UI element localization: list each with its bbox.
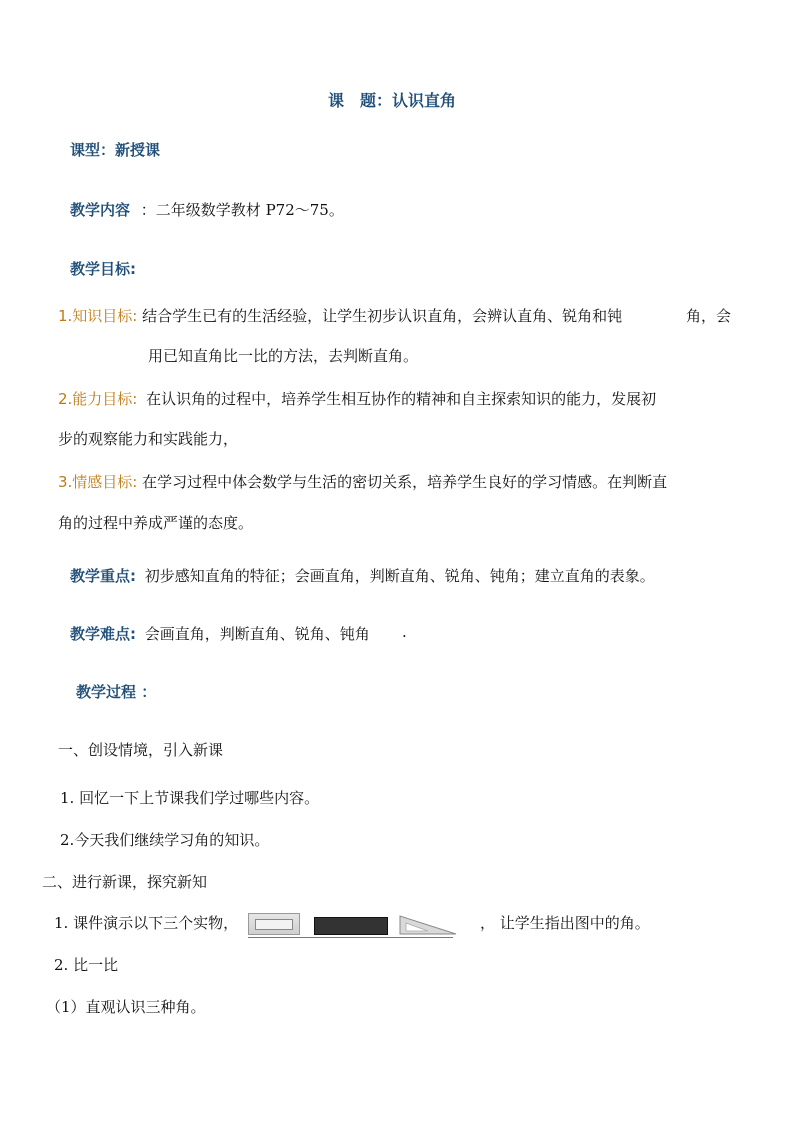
goal-knowledge-tail: 角，会 [686, 307, 732, 325]
section-2-item-1-prefix: 1. 课件演示以下三个实物， [54, 914, 239, 932]
key-point [70, 565, 655, 586]
goal-ability-label: 2.能力目标: [58, 390, 138, 408]
process-heading: 教学过程 ： [76, 683, 157, 701]
section-1-item-2: 2.今天我们继续学习角的知识。 [60, 831, 270, 849]
teaching-content [70, 199, 344, 220]
goal-knowledge [58, 305, 622, 326]
courseware-object-image-2 [314, 917, 388, 935]
page-title: 课 题：认识直角 [328, 91, 457, 110]
goal-knowledge-line1: 结合学生已有的生活经验，让学生初步认识直角，会辨认直角、锐角和钝 [142, 307, 623, 325]
section-2-heading: 二、进行新课，探究新知 [42, 873, 208, 891]
section-1-item-1: 1. 回忆一下上节课我们学过哪些内容。 [60, 789, 320, 807]
images-underline [248, 937, 453, 938]
object-1-inner [255, 919, 293, 930]
teaching-content-label: 教学内容 [70, 201, 131, 219]
triangle-ruler-image [398, 914, 458, 936]
teaching-content-text: ：二年级数学教材 P72～75。 [140, 201, 344, 219]
goal-knowledge-line2: 用已知直角比一比的方法，去判断直角。 [148, 347, 419, 365]
goal-ability-line1: 在认识角的过程中，培养学生相互协作的精神和自主探索知识的能力，发展初 [146, 390, 657, 408]
goals-heading: 教学目标: [70, 260, 136, 278]
goal-ability-line2: 步的观察能力和实践能力， [58, 430, 239, 448]
goal-knowledge-label: 1.知识目标: [58, 307, 138, 325]
goal-emotion-label: 3.情感目标: [58, 473, 138, 491]
section-2-subitem-1: （1）直观认识三种角。 [46, 998, 206, 1016]
goal-emotion [58, 471, 667, 492]
goal-emotion-line2: 角的过程中养成严谨的态度。 [58, 514, 254, 532]
key-point-label: 教学重点: [70, 567, 136, 585]
difficulty [70, 623, 370, 644]
lesson-type: 课型：新授课 [70, 141, 161, 159]
difficulty-label: 教学难点: [70, 625, 136, 643]
goal-ability [58, 388, 656, 409]
difficulty-tail: . [402, 623, 407, 641]
goal-emotion-line1: 在学习过程中体会数学与生活的密切关系，培养学生良好的学习情感。在判断直 [142, 473, 668, 491]
section-1-heading: 一、创设情境，引入新课 [58, 741, 224, 759]
section-2-item-1-suffix: ， 让学生指出图中的角。 [480, 914, 650, 932]
key-point-text: 初步感知直角的特征；会画直角，判断直角、锐角、钝角；建立直角的表象。 [144, 567, 655, 585]
difficulty-text: 会画直角，判断直角、锐角、钝角 [144, 625, 370, 643]
section-2-item-2: 2. 比一比 [54, 956, 119, 974]
courseware-object-image-1 [248, 913, 300, 935]
